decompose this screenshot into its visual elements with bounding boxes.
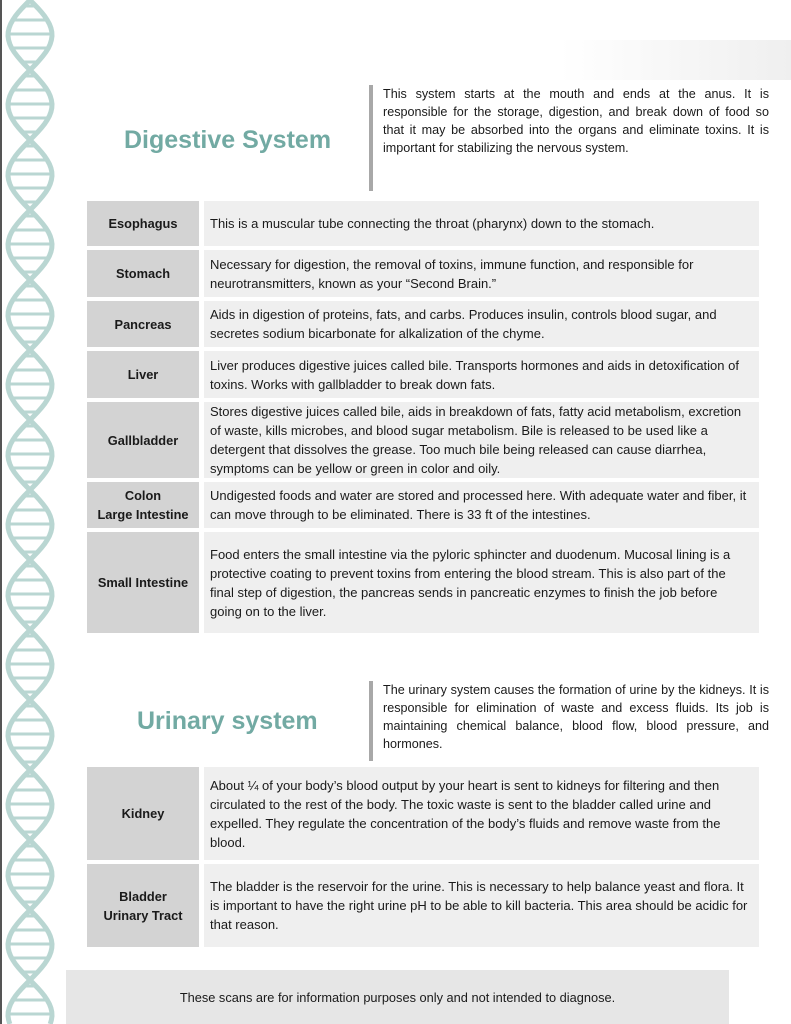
table-row <box>87 532 759 633</box>
table-row <box>87 201 759 246</box>
organ-description: Undigested foods and water are stored and processed here. With adequate water and fiber, it can move through to be eliminated. There is 33 ft of the intestines. <box>204 482 759 528</box>
organ-description: Aids in digestion of proteins, fats, and carbs. Produces insulin, controls blood sugar, and secretes sodium bicarbonate for alkalization of the chyme. <box>204 301 759 347</box>
organ-label: Kidney <box>87 767 199 860</box>
organ-description: Liver produces digestive juices called bile. Transports hormones and aids in detoxification of toxins. Works with gallbladder to break down fats. <box>204 351 759 398</box>
organ-description: Stores digestive juices called bile, aids in breakdown of fats, fatty acid metabolism, excretion of waste, kills microbes, and blood sugar metabolism. Bile is released to be used like a detergent that dissolves the grease. Too much bile being released can cause diarrhea, symptoms can be yellow or green in color and oily. <box>204 402 759 478</box>
organ-description: Necessary for digestion, the removal of toxins, immune function, and responsible for neurotransmitters, known as your “Second Brain.” <box>204 250 759 297</box>
organ-description: The bladder is the reservoir for the urine. This is necessary to help balance yeast and flora. It is important to have the right urine pH to be able to kill bacteria. This area should be acidic for that reason. <box>204 864 759 947</box>
organ-description: About ¼ of your body’s blood output by your heart is sent to kidneys for filtering and then circulated to the rest of the body. The toxic waste is sent to the bladder called urine and expelled. They regulate the concentration of the body’s fluids and remove waste from the blood. <box>204 767 759 860</box>
organ-label: Gallbladder <box>87 402 199 478</box>
section-intro-digestive: This system starts at the mouth and ends at the anus. It is responsible for the storage, digestion, and break down of food so that it may be absorbed into the organs and eliminate toxins. It is important for stabilizing the nervous system. <box>369 85 769 191</box>
section-title-urinary: Urinary system <box>137 707 318 735</box>
table-row <box>87 250 759 297</box>
organ-label: Stomach <box>87 250 199 297</box>
table-row <box>87 767 759 860</box>
organ-description: Food enters the small intestine via the pyloric sphincter and duodenum. Mucosal lining is a protective coating to prevent toxins from entering the blood stream. This is also part of the final step of digestion, the pancreas sends in pancreatic enzymes to finish the job before going on to the liver. <box>204 532 759 633</box>
organ-label: Bladder Urinary Tract <box>87 864 199 947</box>
organ-label: Esophagus <box>87 201 199 246</box>
dna-helix-icon <box>0 0 70 1024</box>
table-row <box>87 864 759 947</box>
table-row <box>87 402 759 478</box>
organ-label: Small Intestine <box>87 532 199 633</box>
organ-label: Liver <box>87 351 199 398</box>
header-band <box>560 40 791 80</box>
section-title-digestive: Digestive System <box>124 126 332 154</box>
organ-label: Pancreas <box>87 301 199 347</box>
section-intro-urinary: The urinary system causes the formation of urine by the kidneys. It is responsible for elimination of waste and excess fluids. Its job is maintaining chemical balance, blood flow, blood pressure, and hormones. <box>369 681 769 761</box>
organ-description: This is a muscular tube connecting the throat (pharynx) down to the stomach. <box>204 201 759 246</box>
table-row <box>87 301 759 347</box>
organ-label: Colon Large Intestine <box>87 482 199 528</box>
table-row <box>87 351 759 398</box>
table-row <box>87 482 759 528</box>
disclaimer-footer: These scans are for information purposes only and not intended to diagnose. <box>66 970 729 1024</box>
